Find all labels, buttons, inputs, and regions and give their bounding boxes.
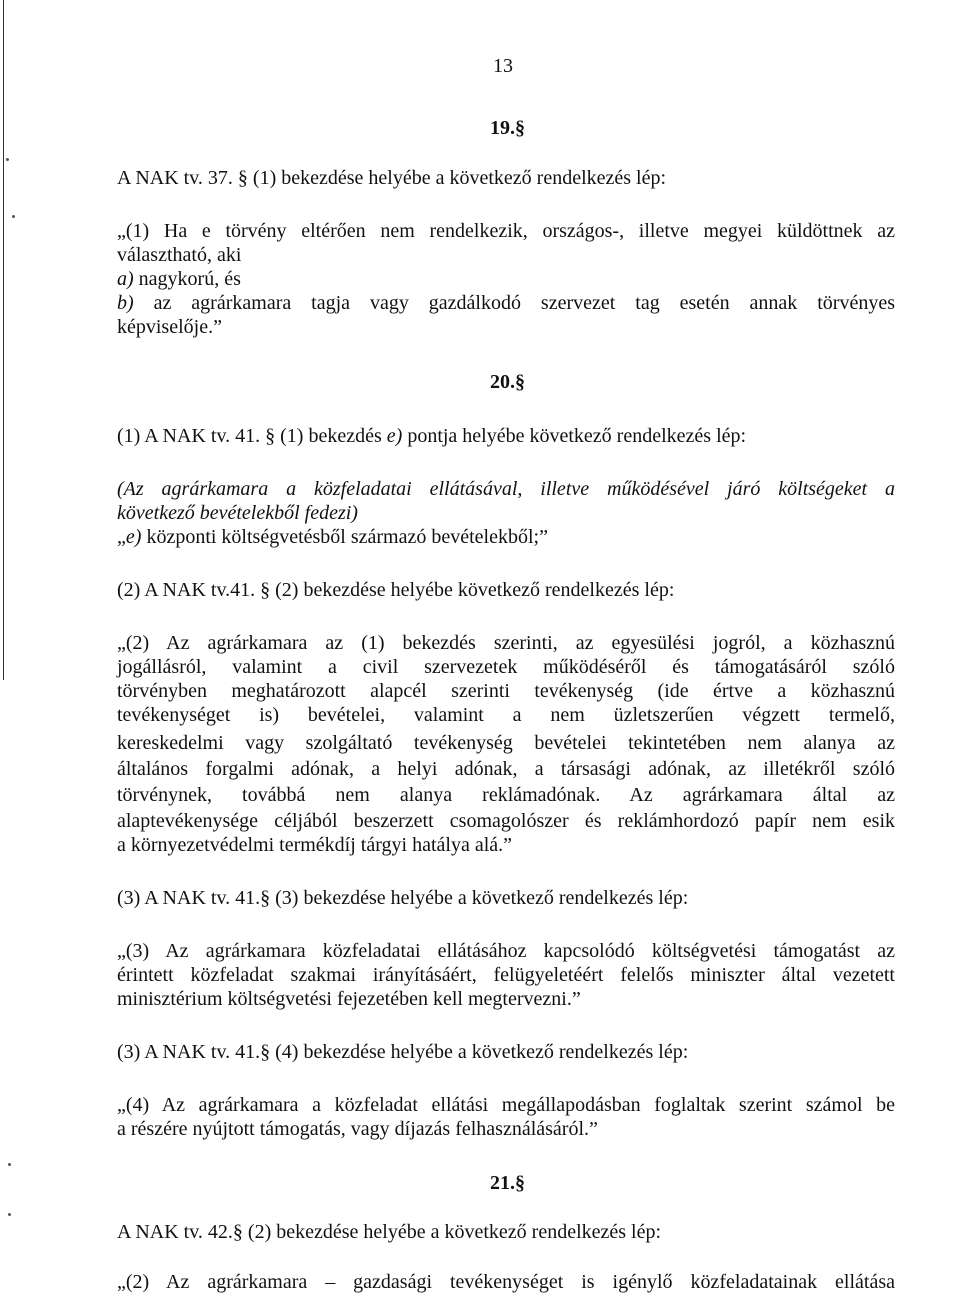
intro-text: pontja helyébe következő rendelkezés lép:	[402, 425, 747, 447]
quote-line: „(4) Az agrárkamara a közfeladat ellátási megállapodásban foglaltak szerint számol be	[117, 1094, 895, 1116]
quote-closing: képviselője.”	[117, 316, 222, 338]
scan-speck	[12, 215, 15, 218]
italic-context-line: (Az agrárkamara a közfeladatai ellátásával, illetve működésével járó költségeket a	[117, 478, 895, 500]
quote-line: „(2) Az agrárkamara az (1) bekezdés szerinti, az egyesülési jogról, a közhasznú	[117, 632, 895, 654]
quote-line: általános forgalmi adónak, a helyi adónak, a társasági adónak, az illetékről szóló	[117, 758, 895, 780]
quote-line: érintett közfeladat szakmai irányításáért, felügyeletéért felelős miniszter által vezetett	[117, 964, 895, 986]
section-heading-19: 19.§	[490, 117, 525, 139]
amendment-intro: (3) A NAK tv. 41.§ (4) bekezdése helyébe a következő rendelkezés lép:	[117, 1041, 689, 1063]
italic-context-line: következő bevételekből fedezi)	[117, 502, 358, 524]
quote-line: a részére nyújtott támogatás, vagy díjazás felhasználásáról.”	[117, 1118, 598, 1140]
list-item-b	[117, 291, 895, 315]
intro-text: (1) A NAK tv. 41. § (1) bekezdés	[117, 425, 387, 447]
list-item-a	[117, 267, 241, 291]
point-label: e)	[125, 526, 142, 548]
quote-mark: „	[117, 526, 126, 548]
item-text: nagykorú, és	[133, 268, 241, 290]
amendment-intro: A NAK tv. 37. § (1) bekezdése helyébe a következő rendelkezés lép:	[117, 167, 667, 189]
item-label: a)	[117, 268, 134, 290]
quote-line	[117, 525, 548, 549]
page-number: 13	[493, 55, 513, 77]
quote-line: kereskedelmi vagy szolgáltató tevékenység bevételei tekintetében nem alanya az	[117, 732, 895, 754]
point-label: e)	[386, 425, 403, 447]
item-text: az agrárkamara tagja vagy gazdálkodó szervezet tag esetén annak törvényes	[133, 292, 895, 314]
section-heading-21: 21.§	[490, 1172, 525, 1194]
scan-speck	[6, 158, 9, 161]
quote-line: alaptevékenysége céljából beszerzett csomagolószer és reklámhordozó papír nem esik	[117, 810, 895, 832]
quote-line: „(3) Az agrárkamara közfeladatai ellátásához kapcsolódó költségvetési támogatást az	[117, 940, 895, 962]
amendment-intro: (3) A NAK tv. 41.§ (3) bekezdése helyébe a következő rendelkezés lép:	[117, 887, 689, 909]
quote-line: tevékenységet is) bevételei, valamint a nem üzletszerűen végzett termelő,	[117, 704, 895, 726]
item-label: b)	[117, 292, 134, 314]
quote-line: jogállásról, valamint a civil szervezetek működéséről és támogatásáról szóló	[117, 656, 895, 678]
quote-line: törvénynek, továbbá nem alanya reklámadónak. Az agrárkamara által az	[117, 784, 895, 806]
scan-speck	[8, 1213, 11, 1216]
scan-edge-line	[3, 0, 4, 680]
quote-line: „(2) Az agrárkamara – gazdasági tevékenységet is igénylő közfeladatainak ellátása	[117, 1271, 895, 1293]
section-heading-20: 20.§	[490, 371, 525, 393]
quote-line: a környezetvédelmi termékdíj tárgyi hatálya alá.”	[117, 834, 513, 856]
scan-speck	[8, 1163, 11, 1166]
quote-line: választható, aki	[117, 244, 242, 266]
quote-text: központi költségvetésből származó bevételekből;”	[141, 526, 548, 548]
quote-line: „(1) Ha e törvény eltérően nem rendelkezik, országos-, illetve megyei küldöttnek az	[117, 220, 895, 242]
amendment-intro: (2) A NAK tv.41. § (2) bekezdése helyébe következő rendelkezés lép:	[117, 579, 675, 601]
quote-line: minisztérium költségvetési fejezetében kell megtervezni.”	[117, 988, 581, 1010]
amendment-intro	[117, 424, 746, 448]
quote-line: törvényben meghatározott alapcél szerinti tevékenység (ide értve a közhasznú	[117, 680, 895, 702]
amendment-intro: A NAK tv. 42.§ (2) bekezdése helyébe a következő rendelkezés lép:	[117, 1221, 662, 1243]
